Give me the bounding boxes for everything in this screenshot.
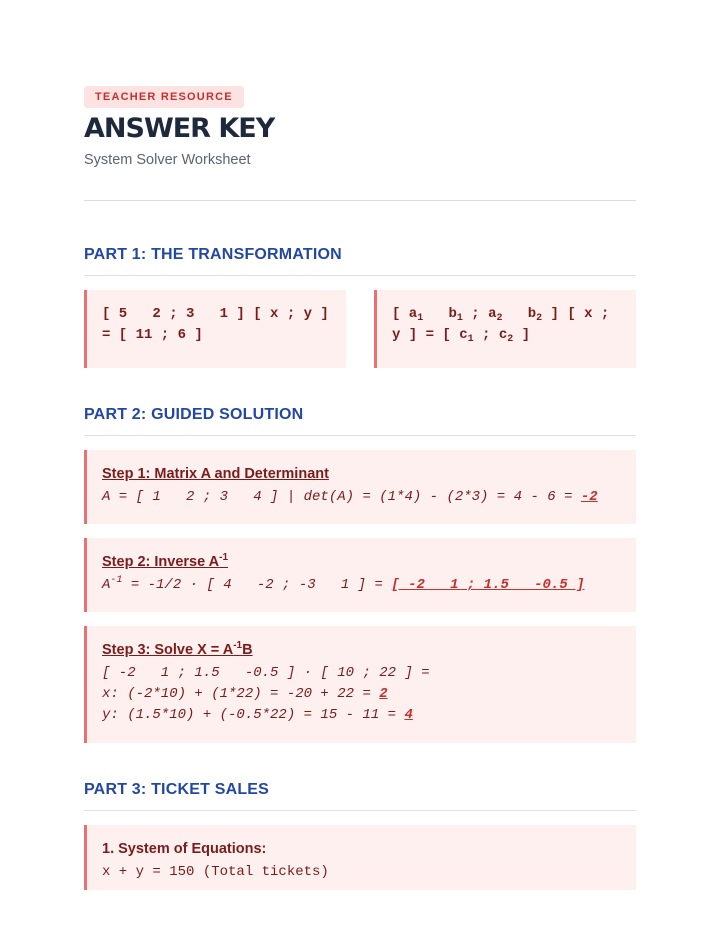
step1-equation: A = [ 1 2 ; 3 4 ] | det(A) = (1*4) - (2*3) = 4 - 6 = -2 xyxy=(102,489,598,505)
step3-line1: [ -2 1 ; 1.5 -0.5 ] · [ 10 ; 22 ] = xyxy=(102,665,430,681)
part1-left-line2: = [ 11 ; 6 ] xyxy=(102,327,203,343)
step3-answer-y: 4 xyxy=(404,707,413,723)
step2-answer: [ -2 1 ; 1.5 -0.5 ] xyxy=(391,577,585,593)
step3-line2: x: (-2*10) + (1*22) = -20 + 22 = 2 xyxy=(102,686,388,702)
part3-item1-equation: x + y = 150 (Total tickets) xyxy=(102,864,329,880)
teacher-resource-badge: TEACHER RESOURCE xyxy=(84,86,244,108)
part1-numeric-system-box xyxy=(84,290,346,368)
page-subtitle: System Solver Worksheet xyxy=(84,152,251,168)
part3-heading: PART 3: TICKET SALES xyxy=(84,781,636,811)
step3-answer-x: 2 xyxy=(379,686,388,702)
part1-right-line1: [ $a_1$ $b_1$ ; $a_2$ $b_2$ ] [ x ; xyxy=(392,306,610,324)
part2-heading: PART 2: GUIDED SOLUTION xyxy=(84,406,636,436)
step1-title: Step 1: Matrix A and Determinant xyxy=(102,466,329,482)
step2-box xyxy=(84,538,636,612)
step1-box xyxy=(84,450,636,524)
part1-heading: PART 1: THE TRANSFORMATION xyxy=(84,246,636,276)
step1-answer: -2 xyxy=(580,489,598,505)
step2-title: Step 2: Inverse $A^{-1}$ xyxy=(102,552,229,570)
step3-line3: y: (1.5*10) + (-0.5*22) = 15 - 11 = 4 xyxy=(102,707,413,723)
part1-right-line2: y ] = [ $c_1$ ; $c_2$ ] xyxy=(392,327,531,345)
part1-general-system-box xyxy=(374,290,636,368)
step3-title: Step 3: Solve $X = A^{-1}B$ xyxy=(102,640,253,658)
part3-item1-box xyxy=(84,825,636,890)
part3-item1-title: 1. System of Equations: xyxy=(102,841,267,857)
page-title: ANSWER KEY xyxy=(84,113,275,144)
header-divider xyxy=(84,200,636,201)
step2-equation: $A^{-1} = -1/2$ · [ 4 -2 ; -3 1 ] = [ -2 1 ; 1.5 -0.5 ] xyxy=(102,575,585,593)
step3-box xyxy=(84,626,636,743)
part1-left-line1: [ 5 2 ; 3 1 ] [ x ; y ] xyxy=(102,306,329,322)
